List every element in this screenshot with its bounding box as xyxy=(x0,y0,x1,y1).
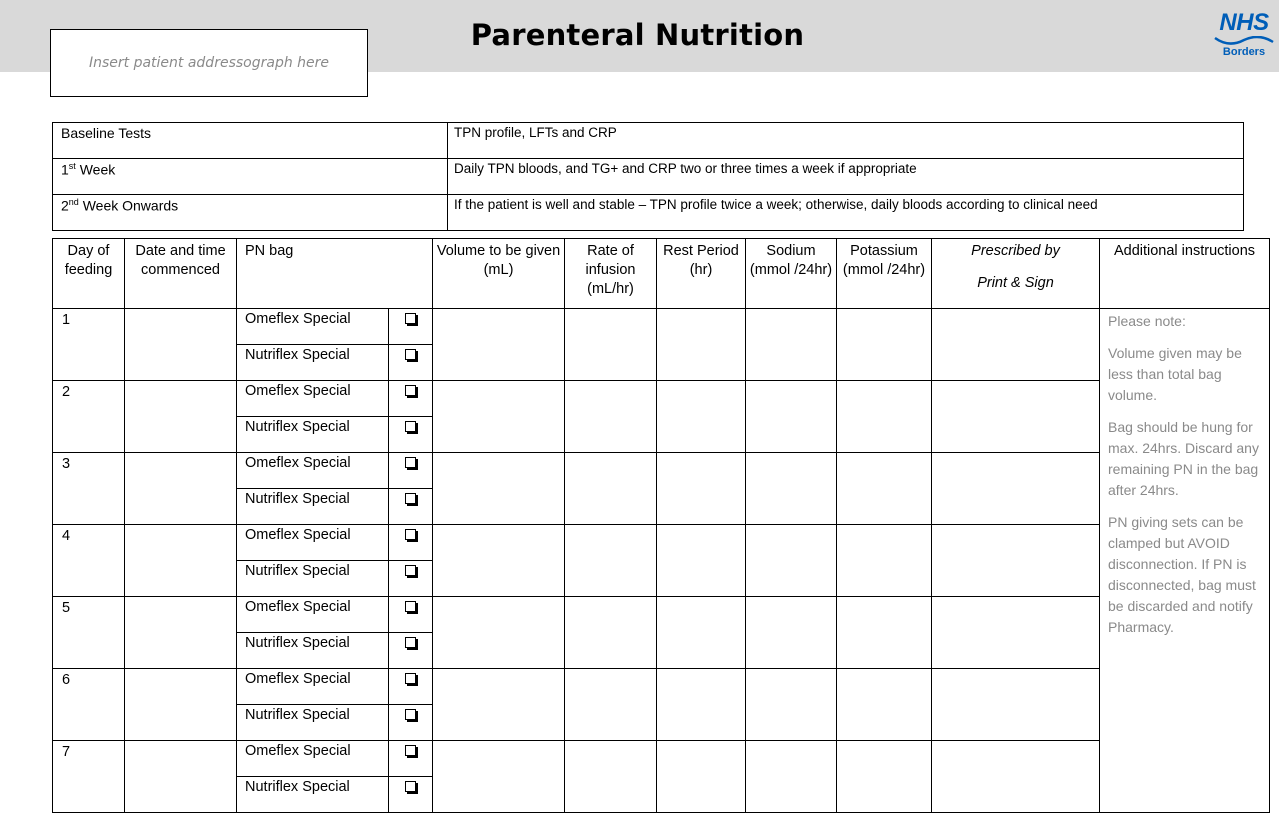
sodium-cell[interactable] xyxy=(746,453,837,525)
pn-bag-checkbox-cell[interactable] xyxy=(389,417,433,453)
rate-cell[interactable] xyxy=(565,741,657,813)
pn-bag-option-label: Omeflex Special xyxy=(237,669,389,705)
pn-bag-checkbox-cell[interactable] xyxy=(389,525,433,561)
header-prescribed-line1: Prescribed by xyxy=(971,243,1060,259)
pn-bag-checkbox-cell[interactable] xyxy=(389,597,433,633)
table-row xyxy=(53,741,1270,777)
sodium-cell[interactable] xyxy=(746,597,837,669)
volume-cell[interactable] xyxy=(433,525,565,597)
checkbox-icon[interactable] xyxy=(405,601,416,612)
volume-cell[interactable] xyxy=(433,669,565,741)
pn-bag-option-label: Nutriflex Special xyxy=(237,705,389,741)
header-prescribed-line2: Print & Sign xyxy=(977,275,1054,291)
instruction-note: PN giving sets can be clamped but AVOID disconnection. If PN is disconnected, bag must be discarded and notify Pharmacy. xyxy=(1108,514,1256,635)
tests-row-week2 xyxy=(53,195,1244,231)
volume-cell[interactable] xyxy=(433,381,565,453)
volume-cell[interactable] xyxy=(433,309,565,381)
header-prescribed xyxy=(932,239,1100,309)
day-number: 4 xyxy=(53,525,125,597)
rate-cell[interactable] xyxy=(565,453,657,525)
tests-value: TPN profile, LFTs and CRP xyxy=(448,123,1244,159)
header-potassium: Potassium (mmol /24hr) xyxy=(837,239,932,309)
rest-cell[interactable] xyxy=(657,597,746,669)
rest-cell[interactable] xyxy=(657,381,746,453)
table-row xyxy=(53,453,1270,489)
pn-bag-checkbox-cell[interactable] xyxy=(389,633,433,669)
checkbox-icon[interactable] xyxy=(405,637,416,648)
potassium-cell[interactable] xyxy=(837,309,932,381)
nhs-logo xyxy=(1212,10,1276,62)
pn-bag-option-label: Nutriflex Special xyxy=(237,345,389,381)
checkbox-icon[interactable] xyxy=(405,529,416,540)
date-commenced-cell[interactable] xyxy=(125,309,237,381)
header-rest: Rest Period (hr) xyxy=(657,239,746,309)
table-row xyxy=(53,669,1270,705)
header-row xyxy=(53,239,1270,309)
rest-cell[interactable] xyxy=(657,453,746,525)
header-rate: Rate of infusion (mL/hr) xyxy=(565,239,657,309)
prescribed-cell[interactable] xyxy=(932,669,1100,741)
addressograph-box[interactable] xyxy=(50,29,368,97)
header-pn-bag: PN bag xyxy=(237,239,433,309)
day-number: 3 xyxy=(53,453,125,525)
rate-cell[interactable] xyxy=(565,525,657,597)
monitoring-tests-table xyxy=(52,122,1244,231)
volume-cell[interactable] xyxy=(433,597,565,669)
checkbox-icon[interactable] xyxy=(405,493,416,504)
rest-cell[interactable] xyxy=(657,309,746,381)
day-number: 6 xyxy=(53,669,125,741)
potassium-cell[interactable] xyxy=(837,597,932,669)
instruction-note: Volume given may be less than total bag volume. xyxy=(1108,345,1242,403)
tests-label: 2nd Week Onwards xyxy=(53,195,448,231)
date-commenced-cell[interactable] xyxy=(125,597,237,669)
pn-bag-option-label: Omeflex Special xyxy=(237,597,389,633)
sodium-cell[interactable] xyxy=(746,525,837,597)
pn-bag-checkbox-cell[interactable] xyxy=(389,777,433,813)
potassium-cell[interactable] xyxy=(837,669,932,741)
sodium-cell[interactable] xyxy=(746,309,837,381)
pn-bag-checkbox-cell[interactable] xyxy=(389,345,433,381)
pn-bag-option-label: Nutriflex Special xyxy=(237,561,389,597)
checkbox-icon[interactable] xyxy=(405,565,416,576)
pn-bag-checkbox-cell[interactable] xyxy=(389,489,433,525)
rate-cell[interactable] xyxy=(565,381,657,453)
tests-value: Daily TPN bloods, and TG+ and CRP two or three times a week if appropriate xyxy=(448,159,1244,195)
instruction-note: Bag should be hung for max. 24hrs. Discard any remaining PN in the bag after 24hrs. xyxy=(1108,419,1259,498)
sodium-cell[interactable] xyxy=(746,741,837,813)
checkbox-icon[interactable] xyxy=(405,709,416,720)
tests-label: Baseline Tests xyxy=(53,123,448,159)
checkbox-icon[interactable] xyxy=(405,457,416,468)
sodium-cell[interactable] xyxy=(746,669,837,741)
rest-cell[interactable] xyxy=(657,525,746,597)
date-commenced-cell[interactable] xyxy=(125,741,237,813)
tests-row-baseline xyxy=(53,123,1244,159)
addressograph-placeholder: Insert patient addressograph here xyxy=(88,55,330,71)
tests-label: 1st Week xyxy=(53,159,448,195)
potassium-cell[interactable] xyxy=(837,381,932,453)
day-number: 5 xyxy=(53,597,125,669)
potassium-cell[interactable] xyxy=(837,525,932,597)
pn-bag-checkbox-cell[interactable] xyxy=(389,741,433,777)
checkbox-icon[interactable] xyxy=(405,313,416,324)
pn-bag-option-label: Omeflex Special xyxy=(237,381,389,417)
potassium-cell[interactable] xyxy=(837,741,932,813)
rate-cell[interactable] xyxy=(565,309,657,381)
pn-bag-option-label: Nutriflex Special xyxy=(237,417,389,453)
date-commenced-cell[interactable] xyxy=(125,525,237,597)
header-date: Date and time commenced xyxy=(125,239,237,309)
logo-wave-icon xyxy=(1213,36,1275,46)
day-number: 2 xyxy=(53,381,125,453)
pn-bag-option-label: Nutriflex Special xyxy=(237,777,389,813)
pn-bag-option-label: Omeflex Special xyxy=(237,741,389,777)
header-additional: Additional instructions xyxy=(1100,239,1270,309)
table-row xyxy=(53,597,1270,633)
pn-bag-option-label: Omeflex Special xyxy=(237,309,389,345)
tests-row-week1 xyxy=(53,159,1244,195)
pn-bag-option-label: Nutriflex Special xyxy=(237,489,389,525)
table-row xyxy=(53,525,1270,561)
day-number: 7 xyxy=(53,741,125,813)
day-number: 1 xyxy=(53,309,125,381)
prescribed-cell[interactable] xyxy=(932,381,1100,453)
checkbox-icon[interactable] xyxy=(405,781,416,792)
prescribed-cell[interactable] xyxy=(932,741,1100,813)
checkbox-icon[interactable] xyxy=(405,349,416,360)
checkbox-icon[interactable] xyxy=(405,385,416,396)
pn-bag-option-label: Omeflex Special xyxy=(237,525,389,561)
tests-value: If the patient is well and stable – TPN profile twice a week; otherwise, daily bloods according to clinical need xyxy=(448,195,1244,231)
prescribed-cell[interactable] xyxy=(932,597,1100,669)
checkbox-icon[interactable] xyxy=(405,421,416,432)
header-day: Day of feeding xyxy=(53,239,125,309)
pn-bag-option-label: Omeflex Special xyxy=(237,453,389,489)
nhs-logo-subtext: Borders xyxy=(1222,46,1266,58)
prescribed-cell[interactable] xyxy=(932,525,1100,597)
feeding-chart-table xyxy=(52,238,1270,813)
date-commenced-cell[interactable] xyxy=(125,669,237,741)
nhs-logo-text: NHS xyxy=(1219,9,1269,36)
prescribed-cell[interactable] xyxy=(932,309,1100,381)
pn-bag-checkbox-cell[interactable] xyxy=(389,705,433,741)
additional-instructions xyxy=(1100,309,1270,813)
volume-cell[interactable] xyxy=(433,453,565,525)
page-title: Parenteral Nutrition xyxy=(470,18,805,52)
pn-bag-checkbox-cell[interactable] xyxy=(389,669,433,705)
date-commenced-cell[interactable] xyxy=(125,381,237,453)
rate-cell[interactable] xyxy=(565,597,657,669)
header-sodium: Sodium (mmol /24hr) xyxy=(746,239,837,309)
pn-bag-checkbox-cell[interactable] xyxy=(389,561,433,597)
table-row xyxy=(53,381,1270,417)
rest-cell[interactable] xyxy=(657,741,746,813)
checkbox-icon[interactable] xyxy=(405,673,416,684)
pn-bag-checkbox-cell[interactable] xyxy=(389,453,433,489)
prescribed-cell[interactable] xyxy=(932,453,1100,525)
potassium-cell[interactable] xyxy=(837,453,932,525)
sodium-cell[interactable] xyxy=(746,381,837,453)
checkbox-icon[interactable] xyxy=(405,745,416,756)
header-volume: Volume to be given (mL) xyxy=(433,239,565,309)
instruction-note: Please note: xyxy=(1108,313,1186,329)
rest-cell[interactable] xyxy=(657,669,746,741)
pn-bag-checkbox-cell[interactable] xyxy=(389,309,433,345)
table-row xyxy=(53,309,1270,345)
pn-bag-checkbox-cell[interactable] xyxy=(389,381,433,417)
rate-cell[interactable] xyxy=(565,669,657,741)
pn-bag-option-label: Nutriflex Special xyxy=(237,633,389,669)
volume-cell[interactable] xyxy=(433,741,565,813)
date-commenced-cell[interactable] xyxy=(125,453,237,525)
